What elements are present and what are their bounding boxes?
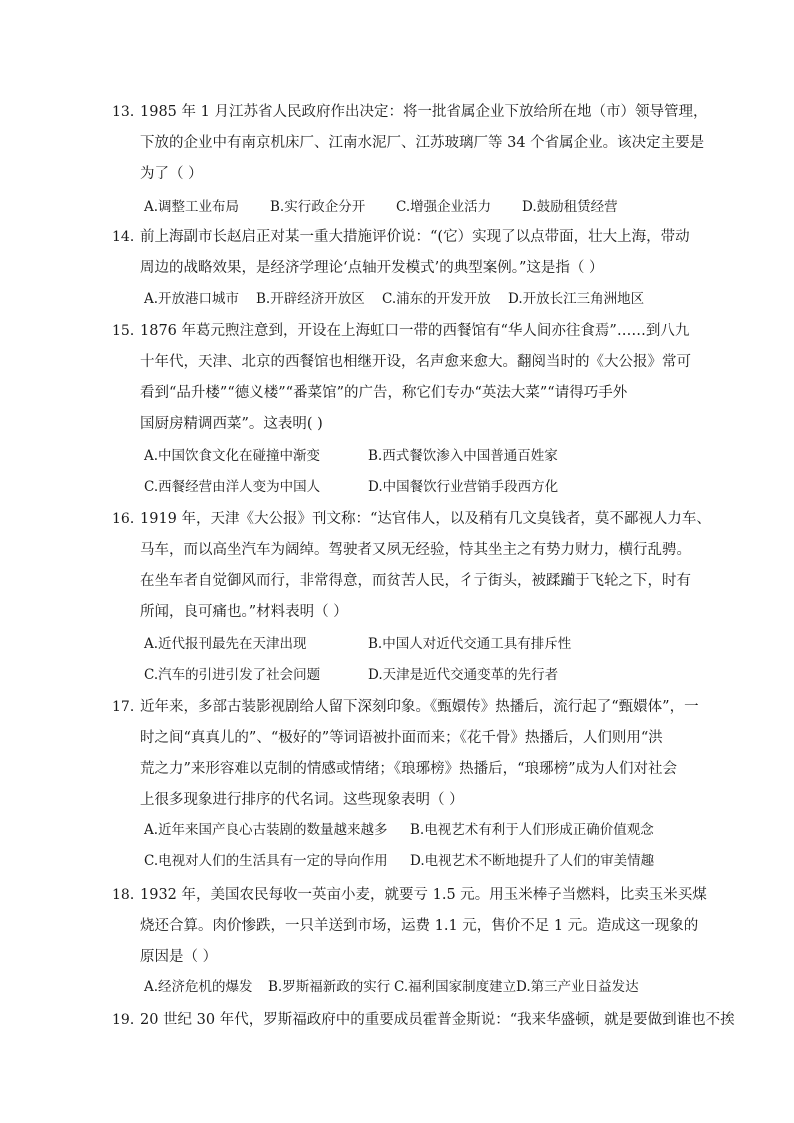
option-a[interactable]: A.中国饮食文化在碰撞中渐变 <box>144 448 321 464</box>
question-text-line: 时之间“真真儿的”、“极好的”等词语被扑面而来；《花千骨》热播后，人们则用“洪 <box>140 730 663 746</box>
question-text-line: 烧还合算。肉价惨跌，一只羊送到市场，运费 1.1 元，售价不足 1 元。造成这一现象的 <box>140 918 699 934</box>
option-c[interactable]: C.浦东的开发开放 <box>382 291 491 307</box>
question-text-line: 1919 年，天津《大公报》刊文称：“达官伟人，以及稍有几文臭钱者，莫不鄙视人力车、 <box>140 511 711 527</box>
option-d[interactable]: D.开放长江三角洲地区 <box>508 291 645 307</box>
question-text-line: 1932 年，美国农民每收一英亩小麦，就要亏 1.5 元。用玉米棒子当燃料，比卖玉米买煤 <box>140 887 707 903</box>
question-text-line: 近年来，多部古装影视剧给人留下深刻印象。《甄嬛传》热播后，流行起了“甄嬛体”，一 <box>140 699 699 715</box>
option-a[interactable]: A.开放港口城市 <box>144 291 240 307</box>
option-c[interactable]: C.电视对人们的生活具有一定的导向作用 <box>144 853 388 869</box>
question-text-line: 1985 年 1 月江苏省人民政府作出决定：将一批省属企业下放给所在地（市）领导管理， <box>140 104 708 120</box>
option-b[interactable]: B.开辟经济开放区 <box>256 291 365 307</box>
option-a[interactable]: A.经济危机的爆发 <box>144 979 253 995</box>
option-b[interactable]: B.电视艺术有利于人们形成正确价值观念 <box>410 822 654 838</box>
question-number: 19． <box>112 1012 144 1028</box>
option-a[interactable]: A.调整工业布局 <box>144 199 240 215</box>
question-text-line: 十年代，天津、北京的西餐馆也相继开设，名声愈来愈大。翻阅当时的《大公报》常可 <box>140 354 691 370</box>
option-a[interactable]: A.近年来国产良心古装剧的数量越来越多 <box>144 822 388 838</box>
question-text-line: 荒之力”来形容难以克制的情感或情绪；《琅琊榜》热播后，“琅琊榜”成为人们对社会 <box>140 761 677 777</box>
option-b[interactable]: B.西式餐饮渗入中国普通百姓家 <box>368 448 558 464</box>
question-text-line: 看到“品升楼”“德义楼”“番菜馆”的广告，称它们专办“英法大菜”“请得巧手外 <box>140 385 628 401</box>
question-text-line: 在坐车者自觉御风而行，非常得意，而贫苦人民，彳亍街头，被蹂躏于飞轮之下，时有 <box>140 573 691 589</box>
option-c[interactable]: C.西餐经营由洋人变为中国人 <box>144 479 321 495</box>
option-d[interactable]: D.天津是近代交通变革的先行者 <box>368 667 559 683</box>
question-number: 15． <box>112 323 144 339</box>
question-text-line: 20 世纪 30 年代，罗斯福政府中的重要成员霍普金斯说：“我来华盛顿，就是要做到谁也不挨 <box>140 1012 735 1028</box>
option-b[interactable]: B.罗斯福新政的实行 <box>268 979 391 995</box>
option-c[interactable]: C.福利国家制度建立 <box>394 979 517 995</box>
question-text-line: 马车，而以高坐汽车为阔绰。驾驶者又夙无经验，恃其坐主之有势力财力，横行乱骋。 <box>140 542 691 558</box>
option-d[interactable]: D.电视艺术不断地提升了人们的审美情趣 <box>410 853 655 869</box>
question-number: 18． <box>112 887 144 903</box>
option-b[interactable]: B.中国人对近代交通工具有排斥性 <box>368 636 572 652</box>
question-text-line: 原因是（ ） <box>140 949 218 965</box>
question-number: 17． <box>112 699 144 715</box>
question-number: 16． <box>112 511 144 527</box>
question-number: 13． <box>112 104 144 120</box>
question-text-line: 上很多现象进行排序的代名词。这些现象表明（ ） <box>140 792 464 808</box>
option-d[interactable]: D.第三产业日益发达 <box>516 979 639 995</box>
question-text-line: 下放的企业中有南京机床厂、江南水泥厂、江苏玻璃厂等 34 个省属企业。该决定主要是 <box>140 135 705 151</box>
question-number: 14． <box>112 229 144 245</box>
option-c[interactable]: C.汽车的引进引发了社会问题 <box>144 667 321 683</box>
option-a[interactable]: A.近代报刊最先在天津出现 <box>144 636 307 652</box>
question-text-line: 前上海副市长赵启正对某一重大措施评价说：“(它）实现了以点带面，壮大上海，带动 <box>140 229 690 245</box>
option-d[interactable]: D.鼓励租赁经营 <box>522 199 618 215</box>
option-b[interactable]: B.实行政企分开 <box>270 199 366 215</box>
question-text-line: 所闻，良可痛也。”材料表明（ ） <box>140 604 348 620</box>
question-text-line: 周边的战略效果，是经济学理论‘点轴开发模式’的典型案例。”这是指（ ） <box>140 260 604 276</box>
option-c[interactable]: C.增强企业活力 <box>396 199 492 215</box>
question-text-line: 国厨房精调西菜”。这表明( ) <box>140 416 323 432</box>
option-d[interactable]: D.中国餐饮行业营销手段西方化 <box>368 479 559 495</box>
question-text-line: 为了（ ） <box>140 166 203 182</box>
question-text-line: 1876 年葛元煦注意到，开设在上海虹口一带的西餐馆有“华人间亦往食焉”……到八九 <box>140 323 690 339</box>
